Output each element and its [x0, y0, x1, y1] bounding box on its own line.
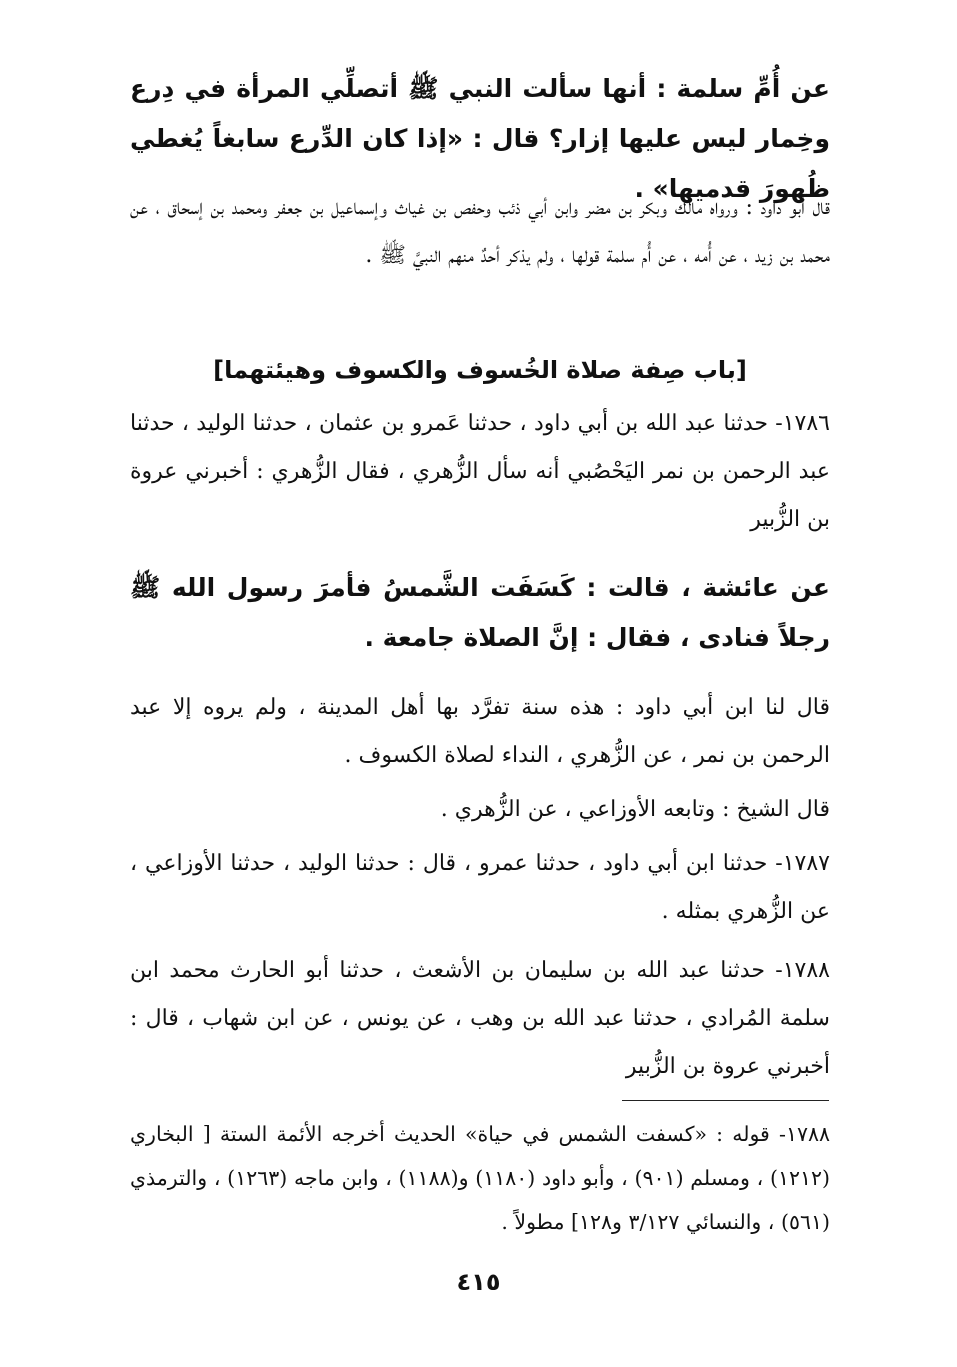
footnote-1788: ١٧٨٨- قوله : «كسفت الشمس في حياة» الحديث أخرجه الأئمة الستة [ البخاري (١٢١٢) ، ومسلم (٩٠١) ، وأبو داود (١١٨٠) و(١١٨٨) ، وابن ماجه (١٢٦٣) ، والترمذي (٥٦١) ، والنسائي ٣/١٢٧ و١٢٨] مطولاً . [130, 1122, 830, 1234]
commentary-2: قال لنا ابن أبي داود : هذه سنة تفرَّد بها أهل المدينة ، ولم يروه إلا عبد الرحمن بن نمر ، عن الزُّهري ، النداء لصلاة الكسوف . [130, 695, 830, 768]
page-number: ٤١٥ [456, 1268, 501, 1296]
hadith-text-1: عن أُمِّ سلمة : أنها سألت النبي ﷺ أتصلِّي المرأة في دِرع وخِمار ليس عليها إزار؟ قال : «إذا كان الدِّرع سابغاً يُغطي ظُهورَ قدميها» . [130, 74, 830, 203]
isnad-1787: ١٧٨٧- حدثنا ابن أبي داود ، حدثنا عمرو ، قال : حدثنا الوليد ، حدثنا الأوزاعي ، عن الزُّهري بمثله . [130, 851, 830, 924]
isnad-1788: ١٧٨٨- حدثنا عبد الله بن سليمان بن الأشعث ، حدثنا أبو الحارث محمد ابن سلمة المُرادي ، حدثنا عبد الله بن وهب ، عن يونس ، عن ابن شهاب ، قال : أخبرني عروة بن الزُّبير [130, 958, 830, 1079]
footnote-divider [622, 1100, 829, 1101]
commentary-3: قال الشيخ : وتابعه الأوزاعي ، عن الزُّهري . [440, 797, 830, 822]
chapter-heading: [باب صِفة صلاة الخُسوف والكسوف وهيئتهما] [213, 356, 747, 384]
isnad-1786: ١٧٨٦- حدثنا عبد الله بن أبي داود ، حدثنا عَمرو بن عثمان ، حدثنا الوليد ، حدثنا عبد الرحمن بن نمر اليَحْصُبي أنه سأل الزُّهري ، فقال الزُّهري : أخبرني عروة بن الزُّبير [130, 411, 830, 532]
commentary-1: قال أبو داود : ورواه مالك وبكر بن مضر وابن أبي ذئب وحفص بن غياث وإسماعيل بن جعفر ومحمد بن إسحاق ، عن محمد بن زيد ، عن أُمه ، عن أُم سلمة قولها ، ولم يذكر أحدٌ منهم النبيَّ ﷺ . [130, 195, 830, 268]
hadith-text-2: عن عائشة ، قالت : كَسَفَت الشَّمسُ فأمرَ رسول الله ﷺ رجلاً فنادى ، فقال : إنَّ الصلاة جامعة . [130, 573, 830, 652]
